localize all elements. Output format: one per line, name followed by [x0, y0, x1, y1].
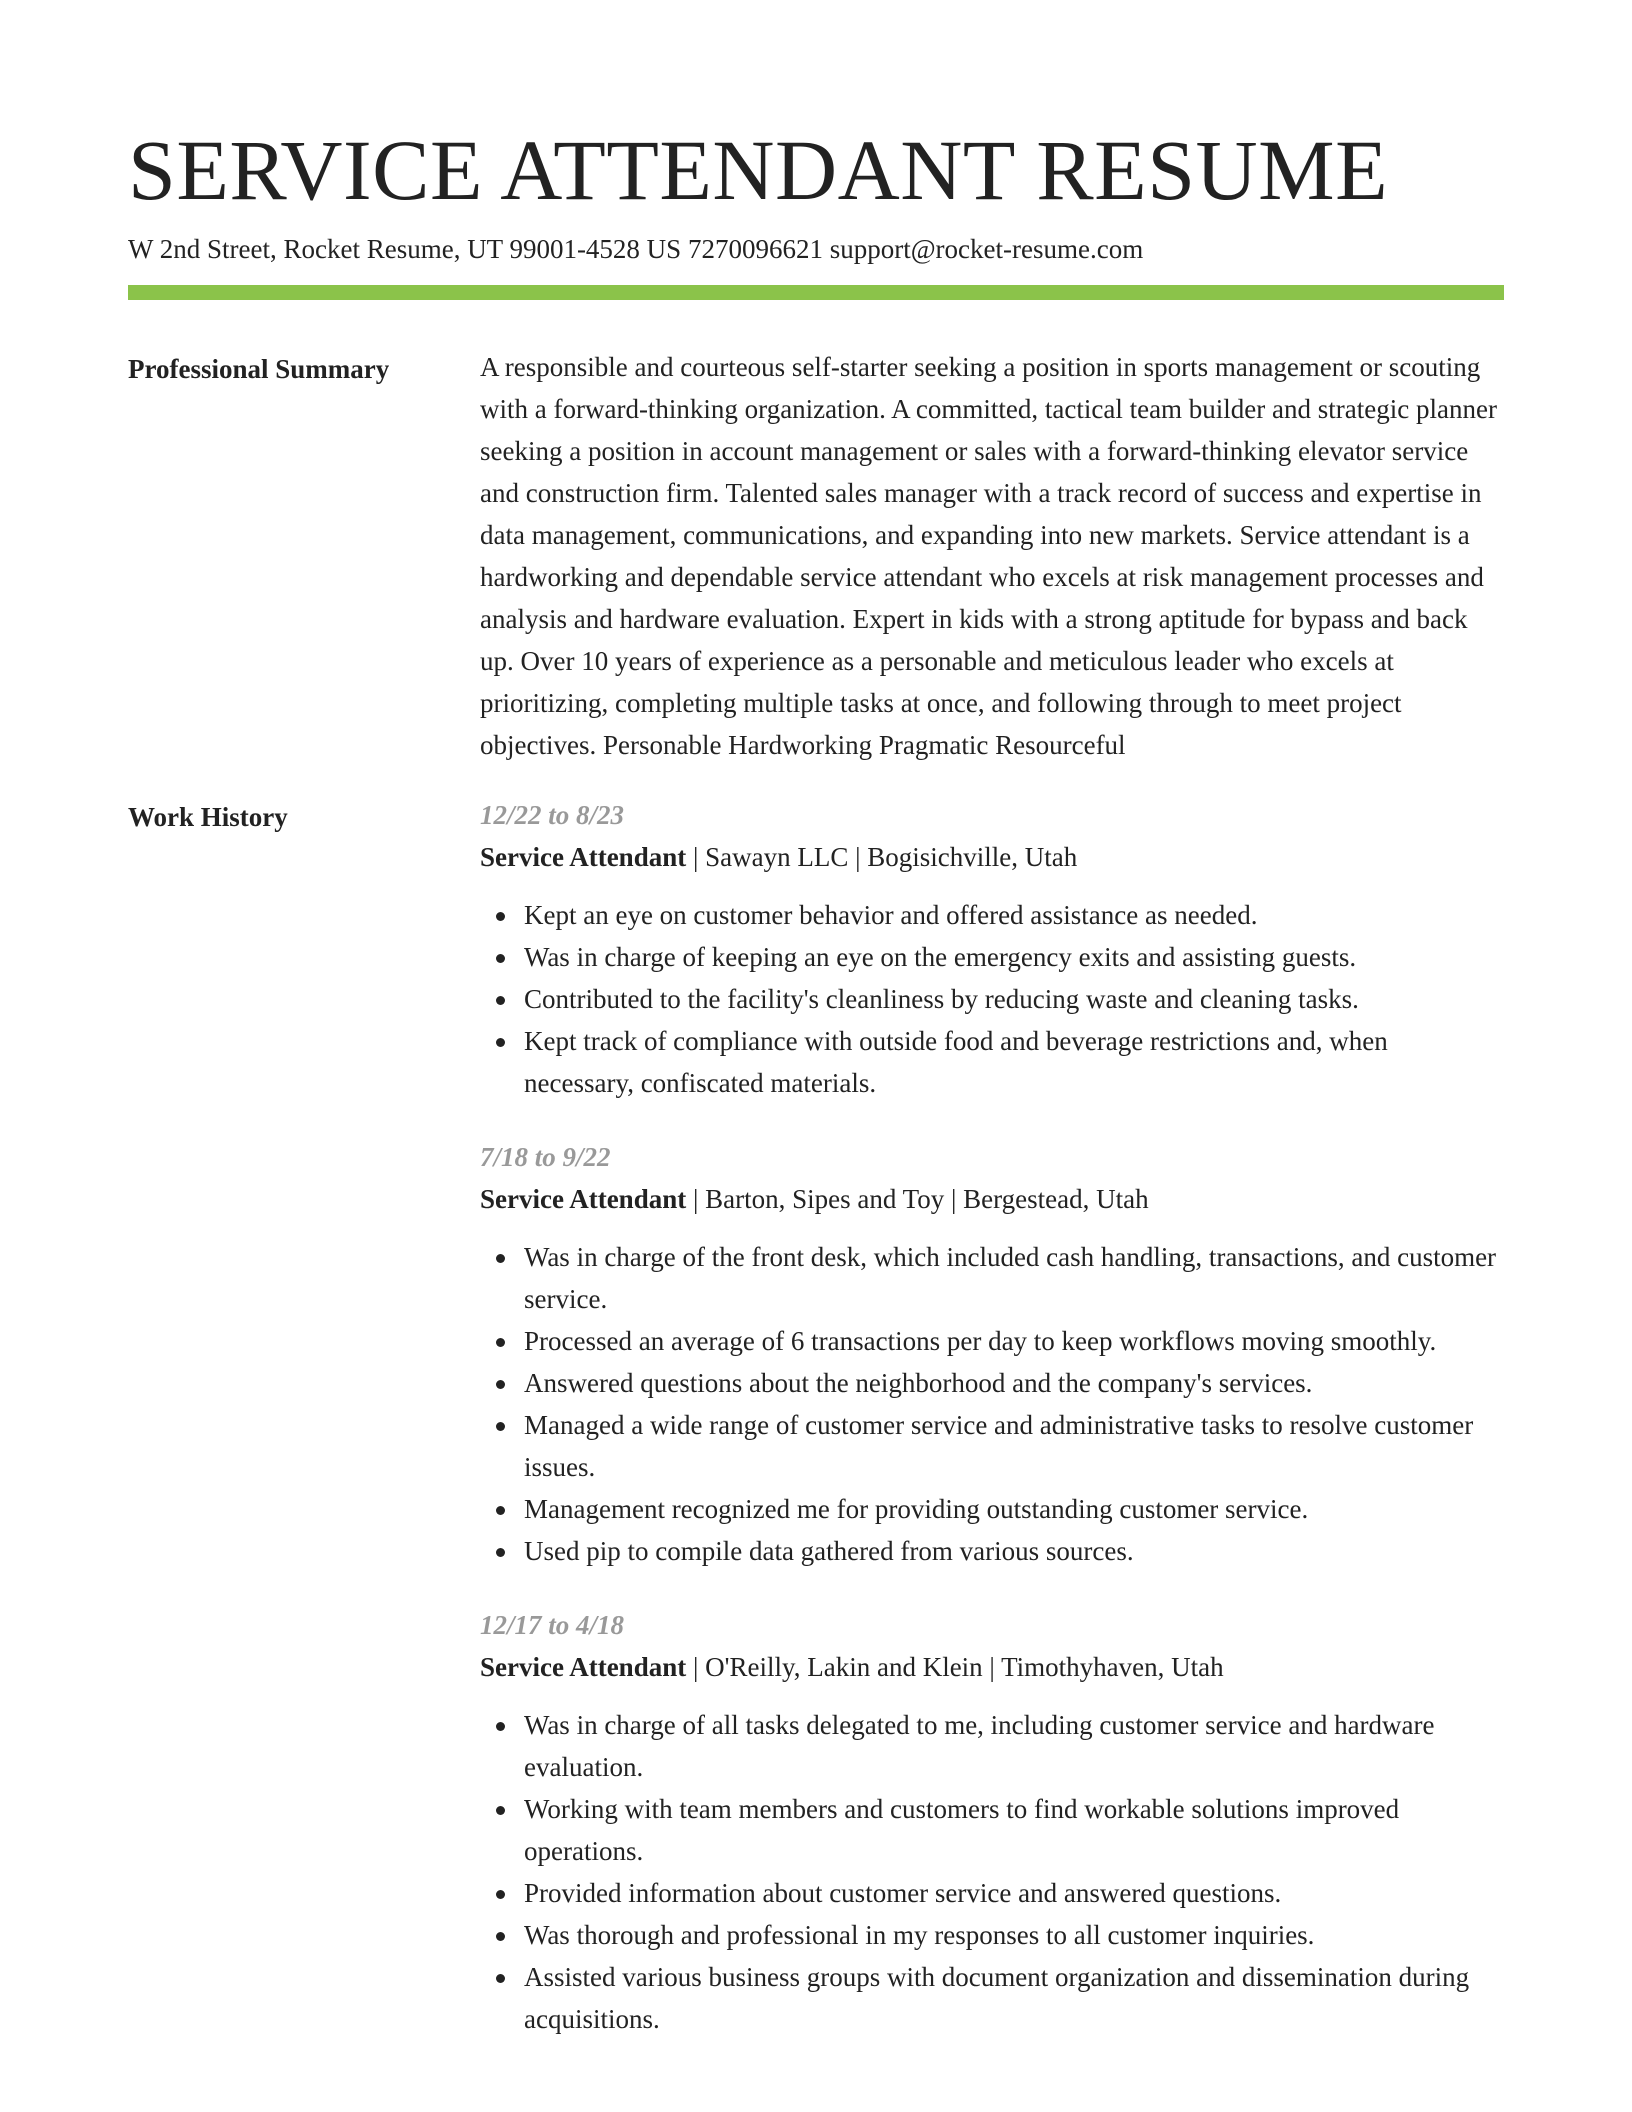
job-bullet-item [480, 1404, 1504, 1488]
job-bullet-item [480, 1320, 1504, 1362]
job-position-line [480, 1646, 1504, 1688]
job-bullet-text: Provided information about customer service and answered questions. [524, 1878, 1282, 1908]
job-bullet-item [480, 936, 1504, 978]
job-bullet-text: Answered questions about the neighborhood and the company's services. [524, 1368, 1313, 1398]
job-bullet-item [480, 1236, 1504, 1320]
section-work-history [128, 798, 1504, 2076]
bullet-dot-icon [496, 1422, 505, 1431]
resume-page [128, 120, 1504, 2076]
job-bullet-list [480, 1236, 1504, 1572]
bullet-dot-icon [496, 954, 505, 963]
job-company-location: | Sawayn LLC | Bogisichville, Utah [686, 842, 1078, 872]
job-bullet-text: Used pip to compile data gathered from various sources. [524, 1536, 1134, 1566]
bullet-dot-icon [496, 1038, 505, 1047]
job-entry [480, 794, 1504, 1104]
job-dates: 12/17 to 4/18 [480, 1610, 625, 1640]
job-bullet-text: Management recognized me for providing outstanding customer service. [524, 1494, 1309, 1524]
job-bullet-item [480, 1704, 1504, 1788]
job-title: Service Attendant [480, 1184, 687, 1214]
job-bullet-item [480, 1956, 1504, 2040]
job-bullet-item [480, 1788, 1504, 1872]
contact-info: W 2nd Street, Rocket Resume, UT 99001-4528 US 7270096621 support@rocket-resume.com [128, 234, 1144, 264]
bullet-dot-icon [496, 1380, 505, 1389]
job-company-location: | Barton, Sipes and Toy | Bergestead, Utah [686, 1184, 1149, 1214]
job-bullet-text: Was in charge of keeping an eye on the emergency exits and assisting guests. [524, 942, 1357, 972]
job-bullet-text: Contributed to the facility's cleanliness by reducing waste and cleaning tasks. [524, 984, 1359, 1014]
job-bullet-item [480, 1872, 1504, 1914]
job-bullet-item [480, 1020, 1504, 1104]
bullet-dot-icon [496, 1722, 505, 1731]
job-position-line [480, 1178, 1504, 1220]
bullet-dot-icon [496, 1548, 505, 1557]
section-body-summary [480, 350, 1504, 766]
resume-title: SERVICE ATTENDANT RESUME [128, 122, 1389, 218]
section-heading-summary: Professional Summary [128, 354, 390, 384]
header-divider [128, 285, 1504, 300]
job-bullet-text: Kept track of compliance with outside food and beverage restrictions and, when necessary, confiscated materials. [524, 1026, 1388, 1098]
bullet-dot-icon [496, 1932, 505, 1941]
summary-text: A responsible and courteous self-starter seeking a position in sports management or scouting with a forward-thinking organization. A committed, tactical team builder and strategic planner seeking a position in account management or sales with a forward-thinking elevator service and construction firm. Talented sales manager with a track record of success and expertise in data management, communications, and expanding into new markets. Service attendant is a hardworking and dependable service attendant who excels at risk management processes and analysis and hardware evaluation. Expert in kids with a strong aptitude for bypass and back up. Over 10 years of experience as a personable and meticulous leader who excels at prioritizing, completing multiple tasks at once, and following through to meet project objectives. Personable Hardworking Pragmatic Resourceful [480, 352, 1497, 760]
job-dates: 7/18 to 9/22 [480, 1142, 611, 1172]
bullet-dot-icon [496, 1338, 505, 1347]
bullet-dot-icon [496, 912, 505, 921]
bullet-dot-icon [496, 1806, 505, 1815]
section-professional-summary [128, 350, 1504, 766]
job-bullet-text: Was thorough and professional in my responses to all customer inquiries. [524, 1920, 1315, 1950]
job-bullet-text: Working with team members and customers to find workable solutions improved operations. [524, 1794, 1400, 1866]
bullet-dot-icon [496, 1506, 505, 1515]
job-bullet-item [480, 978, 1504, 1020]
bullet-dot-icon [496, 1974, 505, 1983]
bullet-dot-icon [496, 996, 505, 1005]
job-company-location: | O'Reilly, Lakin and Klein | Timothyhaven, Utah [686, 1652, 1224, 1682]
bullet-dot-icon [496, 1254, 505, 1263]
job-entry [480, 1136, 1504, 1572]
job-title: Service Attendant [480, 842, 687, 872]
job-bullet-text: Managed a wide range of customer service and administrative tasks to resolve customer issues. [524, 1410, 1474, 1482]
job-bullet-text: Assisted various business groups with document organization and dissemination during acquisitions. [524, 1962, 1470, 2034]
job-bullet-item [480, 1488, 1504, 1530]
job-bullet-item [480, 1914, 1504, 1956]
job-bullet-text: Was in charge of all tasks delegated to me, including customer service and hardware evaluation. [524, 1710, 1435, 1782]
job-bullet-item [480, 1362, 1504, 1404]
bullet-dot-icon [496, 1890, 505, 1899]
job-title: Service Attendant [480, 1652, 687, 1682]
job-bullet-list [480, 1704, 1504, 2040]
job-bullet-text: Processed an average of 6 transactions per day to keep workflows moving smoothly. [524, 1326, 1437, 1356]
job-bullet-item [480, 894, 1504, 936]
job-bullet-text: Kept an eye on customer behavior and offered assistance as needed. [524, 900, 1258, 930]
job-bullet-list [480, 894, 1504, 1104]
job-bullet-item [480, 1530, 1504, 1572]
job-entry [480, 1604, 1504, 2040]
section-heading-work-history: Work History [128, 802, 288, 832]
work-history-list [480, 798, 1504, 2076]
job-bullet-text: Was in charge of the front desk, which included cash handling, transactions, and customer service. [524, 1242, 1497, 1314]
job-dates: 12/22 to 8/23 [480, 800, 625, 830]
job-position-line [480, 836, 1504, 878]
